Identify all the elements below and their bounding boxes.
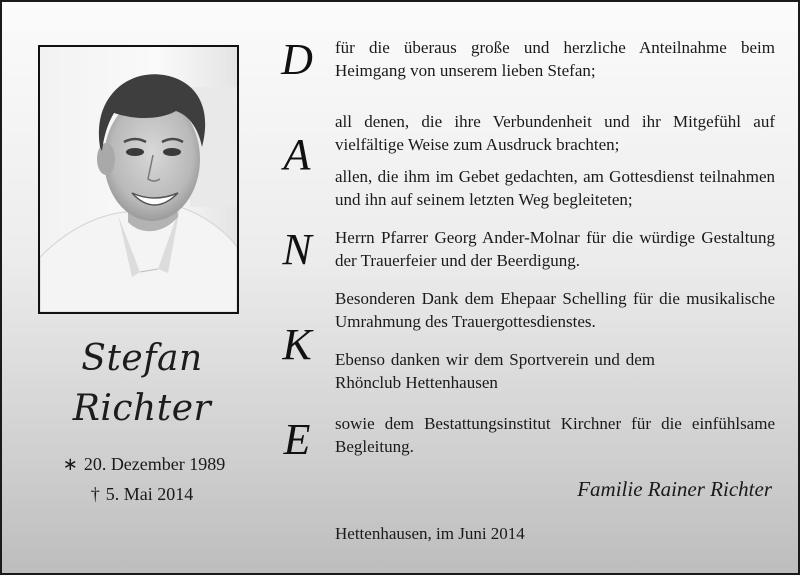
paragraph-5: Besonderen Dank dem Ehepaar Schelling für die musikalische Umrahmung des Trauergottesdienstes. [335,289,775,331]
paragraph-1: für die überaus große und herzliche Anteilnahme beim Heimgang von unserem lieben Stefan; [335,38,775,80]
death-cross-icon: † [90,484,100,504]
birth-line [44,454,244,475]
place-date: Hettenhausen, im Juni 2014 [335,524,525,543]
birth-date: 20. Dezember 1989 [83,454,226,474]
portrait-illustration [40,47,237,312]
portrait-photo [38,45,239,314]
birth-star-icon: ∗ [62,454,78,474]
danke-letter-n: N [282,225,312,274]
danke-letter-a: A [283,130,311,179]
paragraph-6: Ebenso danken wir dem Sportverein und dem Rhönclub Hettenhausen [335,350,655,392]
danke-letter-e: E [283,415,311,464]
last-name: Richter [72,388,212,429]
danke-letter-d: D [281,35,313,84]
paragraph-3: allen, die ihm im Gebet gedachten, am Gottesdienst teilnahmen und ihn auf seinem letzten Weg begleiteten; [335,167,775,209]
danke-letter-k: K [282,320,312,369]
death-date: 5. Mai 2014 [105,484,194,504]
death-line [42,484,242,505]
paragraph-7: sowie dem Bestattungsinstitut Kirchner für die einfühlsame Begleitung. [335,414,775,456]
first-name: Stefan [81,338,203,379]
paragraph-2: all denen, die ihre Verbundenheit und ihr Mitgefühl auf vielfältige Weise zum Ausdruck brachten; [335,112,775,154]
signature: Familie Rainer Richter [577,477,772,501]
paragraph-4: Herrn Pfarrer Georg Ander-Molnar für die würdige Gestaltung der Trauerfeier und der Beerdigung. [335,228,775,270]
